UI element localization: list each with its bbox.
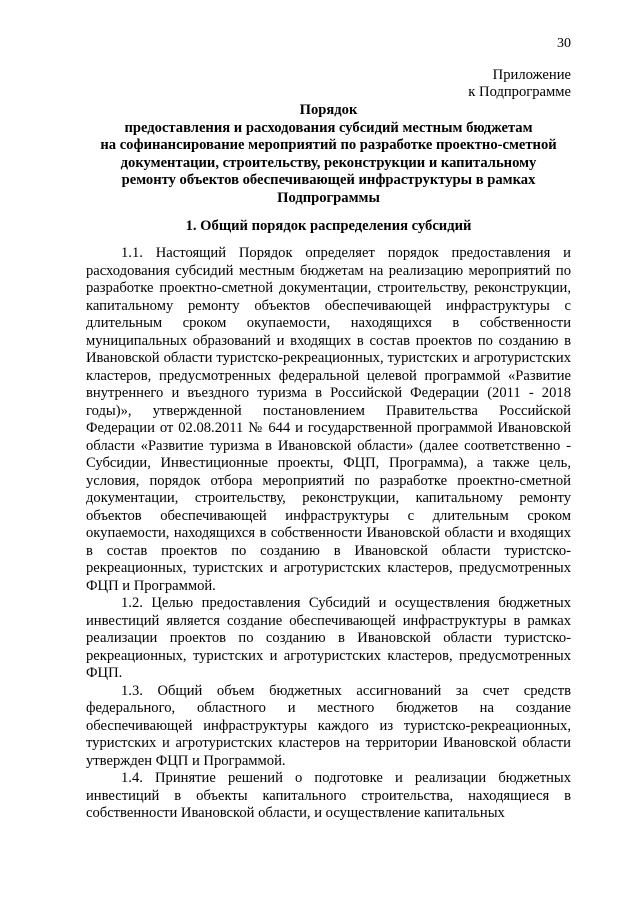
paragraph-1-1: 1.1. Настоящий Порядок определяет порядок предоставления и расходования субсидий местным бюджетам на реализацию мероприятий по разработке проектно-сметной документации, строительству, реконструкции, капитальному ремонту объектов обеспечивающей инфраструктуры с длительным сроком окупаемости, находящихся в собственности муниципальных образований и входящих в состав проектов по созданию в Ивановской области туристско-рекреационных, туристских и агротуристских кластеров, предусмотренных федеральной целевой программой «Развитие внутреннего и въездного туризма в Российской Федерации (2011 - 2018 годы)», утвержденной постановлением Правительства Российской Федерации от 02.08.2011 № 644 и государственной программой Ивановской области «Развитие туризма в Ивановской области» (далее соответственно - Субсидии, Инвестиционные проекты, ФЦП, Программа), а также цель, условия, порядок отбора мероприятий по разработке проектно-сметной документации, строительству, реконструкции, капитальному ремонту объектов обеспечивающей инфраструктуры с длительным сроком окупаемости, находящихся в собственности Ивановской области и входящих в состав проектов по созданию в Ивановской области туристско-рекреационных, туристских и агротуристских кластеров, предусмотренных ФЦП и Программой. — [86, 245, 571, 594]
section-heading: 1. Общий порядок распределения субсидий — [185, 218, 472, 234]
title-line-5: ремонту объектов обеспечивающей инфраструктуры в рамках — [121, 172, 536, 189]
paragraph-1-3: 1.3. Общий объем бюджетных ассигнований за счет средств федерального, областного и местного бюджетов на создание обеспечивающей инфраструктуры каждого из туристско-рекреационных, туристских и агротуристских кластеров на территории Ивановской области утвержден ФЦП и Программой. — [86, 682, 571, 769]
title-line-4: документации, строительству, реконструкции и капитальному — [120, 154, 537, 171]
title-line-2: предоставления и расходования субсидий местным бюджетам — [124, 119, 533, 136]
appendix-line-1: Приложение — [492, 67, 571, 83]
document-page — [86, 0, 571, 905]
page-number: 30 — [557, 36, 571, 51]
appendix-caption — [468, 67, 571, 101]
title-line-3: на софинансирование мероприятий по разработке проектно-сметной — [100, 137, 557, 154]
title-line-6: Подпрограммы — [277, 189, 380, 206]
body-text — [86, 245, 571, 823]
appendix-line-2: к Подпрограмме — [468, 84, 571, 100]
paragraph-1-2: 1.2. Целью предоставления Субсидий и осуществления бюджетных инвестиций является создание обеспечивающей инфраструктуры в рамках реализации проектов по созданию в Ивановской области туристско-рекреационных, туристских и агротуристских кластеров, предусмотренных ФЦП. — [86, 595, 571, 681]
document-title — [86, 102, 571, 208]
paragraph-1-4: 1.4. Принятие решений о подготовке и реализации бюджетных инвестиций в объекты капитального строительства, находящиеся в собственности Ивановской области, и осуществление капитальных — [86, 770, 571, 821]
title-line-1: Порядок — [299, 102, 358, 118]
